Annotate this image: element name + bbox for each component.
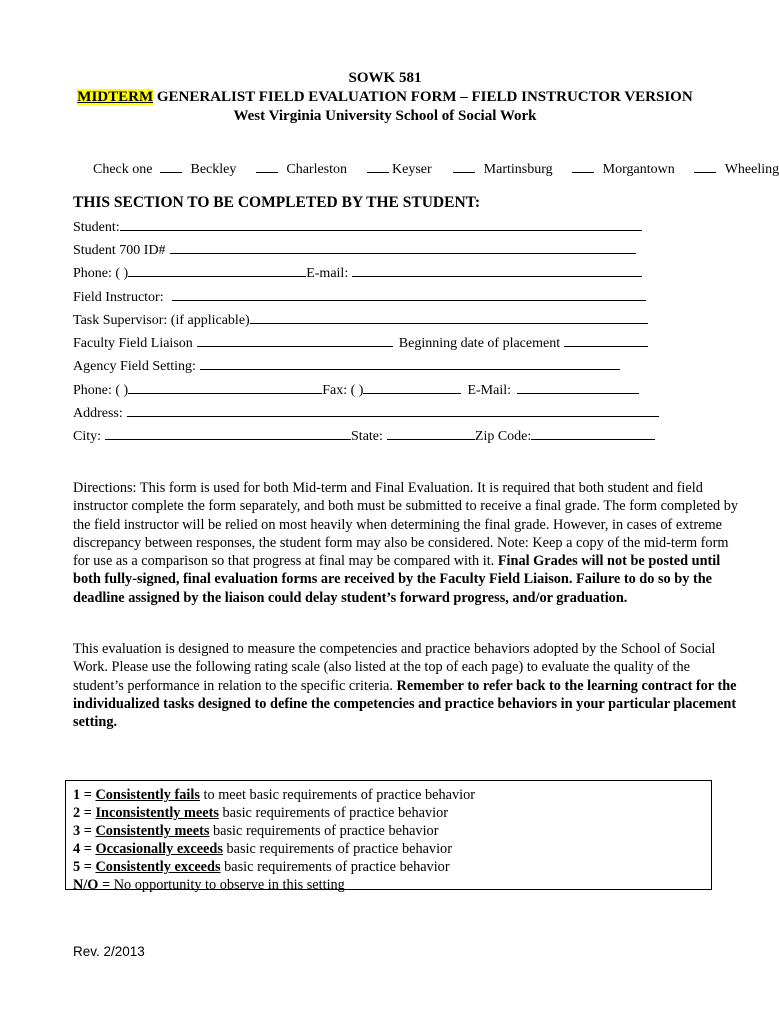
- school-name: West Virginia University School of Social Work: [233, 108, 537, 124]
- faculty-liaison-label: Faculty Field Liaison: [73, 336, 193, 351]
- scale-item: 1 = Consistently fails to meet basic requirements of practice behavior: [73, 787, 476, 803]
- agency-phone-field[interactable]: [128, 381, 322, 394]
- option-beckley: Beckley: [190, 162, 237, 177]
- campus-check-row: [93, 160, 779, 178]
- section-title: THIS SECTION TO BE COMPLETED BY THE STUDENT:: [73, 194, 480, 211]
- directions-text: Directions: This form is used for both Mid-term and Final Evaluation. It is required that both student and field instructor complete the form separately, and both must be submitted to receive a final grade. The form completed by the field instructor will be relied on most heavily when determining the final grade. However, in cases of extreme discrepancy between responses, the student form may also be considered. Note: Keep a copy of the mid-term form for use as a comparison so that progress at final may be compared with it.: [73, 480, 738, 570]
- fax-field[interactable]: [363, 381, 461, 394]
- task-supervisor-row: [73, 311, 648, 329]
- email-field[interactable]: [352, 264, 642, 277]
- phone-field[interactable]: [128, 264, 306, 277]
- directions-paragraph: [73, 479, 741, 607]
- option-martinsburg: Martinsburg: [483, 162, 553, 177]
- phone-label: Phone: ( ): [73, 266, 129, 281]
- state-field[interactable]: [387, 427, 475, 440]
- beginning-date-field[interactable]: [564, 334, 648, 347]
- address-field[interactable]: [127, 404, 659, 417]
- student-label: Student:: [73, 220, 120, 235]
- option-keyser: Keyser: [392, 162, 432, 177]
- task-supervisor-field[interactable]: [250, 311, 648, 324]
- checkbox-wheeling[interactable]: [694, 160, 716, 173]
- option-wheeling: Wheeling: [724, 162, 779, 177]
- student-row: [73, 218, 642, 236]
- student-id-field[interactable]: [170, 241, 636, 254]
- rating-scale-box: [65, 780, 712, 893]
- checkbox-charleston[interactable]: [256, 160, 278, 173]
- option-charleston: Charleston: [286, 162, 348, 177]
- scale-item: 5 = Consistently exceeds basic requirements of practice behavior: [73, 859, 450, 875]
- course-code: SOWK 581: [348, 70, 422, 86]
- field-instructor-label: Field Instructor:: [73, 290, 164, 305]
- student-id-row: [73, 241, 636, 259]
- evaluation-text: This evaluation is designed to measure the competencies and practice behaviors adopted by the School of Social Work. Please use the following rating scale (also listed at the top of each page) to evaluate the quality of the student’s performance in relation to the specific criteria.: [73, 641, 716, 694]
- agency-setting-row: [73, 357, 620, 375]
- directions-bold-text: Final Grades will not be posted until both fully-signed, final evaluation forms are received by the Faculty Field Liaison. Failure to do so by the deadline assigned by the liaison could delay student’s forward progress, and/or graduation.: [73, 553, 721, 606]
- scale-item: 4 = Occasionally exceeds basic requirements of practice behavior: [73, 841, 452, 857]
- evaluation-paragraph: [73, 640, 741, 731]
- agency-phone-label: Phone: ( ): [73, 383, 129, 398]
- scale-item: 3 = Consistently meets basic requirements of practice behavior: [73, 823, 439, 839]
- checkbox-keyser[interactable]: [367, 160, 389, 173]
- checkbox-morgantown[interactable]: [572, 160, 594, 173]
- address-row: [73, 404, 659, 422]
- option-morgantown: Morgantown: [602, 162, 675, 177]
- address-label: Address:: [73, 406, 123, 421]
- state-label: State:: [351, 429, 383, 444]
- student-field[interactable]: [120, 218, 642, 231]
- city-row: [73, 427, 655, 445]
- agency-setting-field[interactable]: [200, 357, 620, 370]
- agency-email-field[interactable]: [517, 381, 639, 394]
- midterm-highlight: MIDTERM: [77, 89, 154, 105]
- scale-item: N/O = No opportunity to observe in this setting: [73, 877, 345, 893]
- student-id-label: Student 700 ID#: [73, 243, 166, 258]
- faculty-liaison-row: [73, 334, 648, 352]
- agency-phone-row: [73, 381, 639, 399]
- checkbox-beckley[interactable]: [160, 160, 182, 173]
- city-field[interactable]: [105, 427, 351, 440]
- zip-field[interactable]: [531, 427, 655, 440]
- task-supervisor-label: Task Supervisor: (if applicable): [73, 313, 250, 328]
- email-label: E-mail:: [306, 266, 349, 281]
- form-title-rest: GENERALIST FIELD EVALUATION FORM – FIELD INSTRUCTOR VERSION: [153, 89, 693, 105]
- agency-email-label: E-Mail:: [467, 383, 511, 398]
- field-instructor-row: [73, 288, 646, 306]
- evaluation-bold-text: Remember to refer back to the learning contract for the individualized tasks designed to define the competencies and practice behaviors in your particular placement setting.: [73, 677, 737, 731]
- city-label: City:: [73, 429, 102, 444]
- beginning-date-label: Beginning date of placement: [398, 336, 561, 351]
- check-label: Check one: [93, 162, 153, 177]
- scale-item: 2 = Inconsistently meets basic requirements of practice behavior: [73, 805, 448, 821]
- faculty-liaison-field[interactable]: [197, 334, 393, 347]
- fax-label: Fax: ( ): [322, 383, 364, 398]
- checkbox-martinsburg[interactable]: [453, 160, 475, 173]
- agency-setting-label: Agency Field Setting:: [73, 359, 196, 374]
- revision-label: Rev. 2/2013: [73, 944, 145, 959]
- field-instructor-field[interactable]: [172, 288, 646, 301]
- phone-row: [73, 264, 642, 282]
- zip-label: Zip Code:: [474, 429, 532, 444]
- form-title: [0, 89, 770, 106]
